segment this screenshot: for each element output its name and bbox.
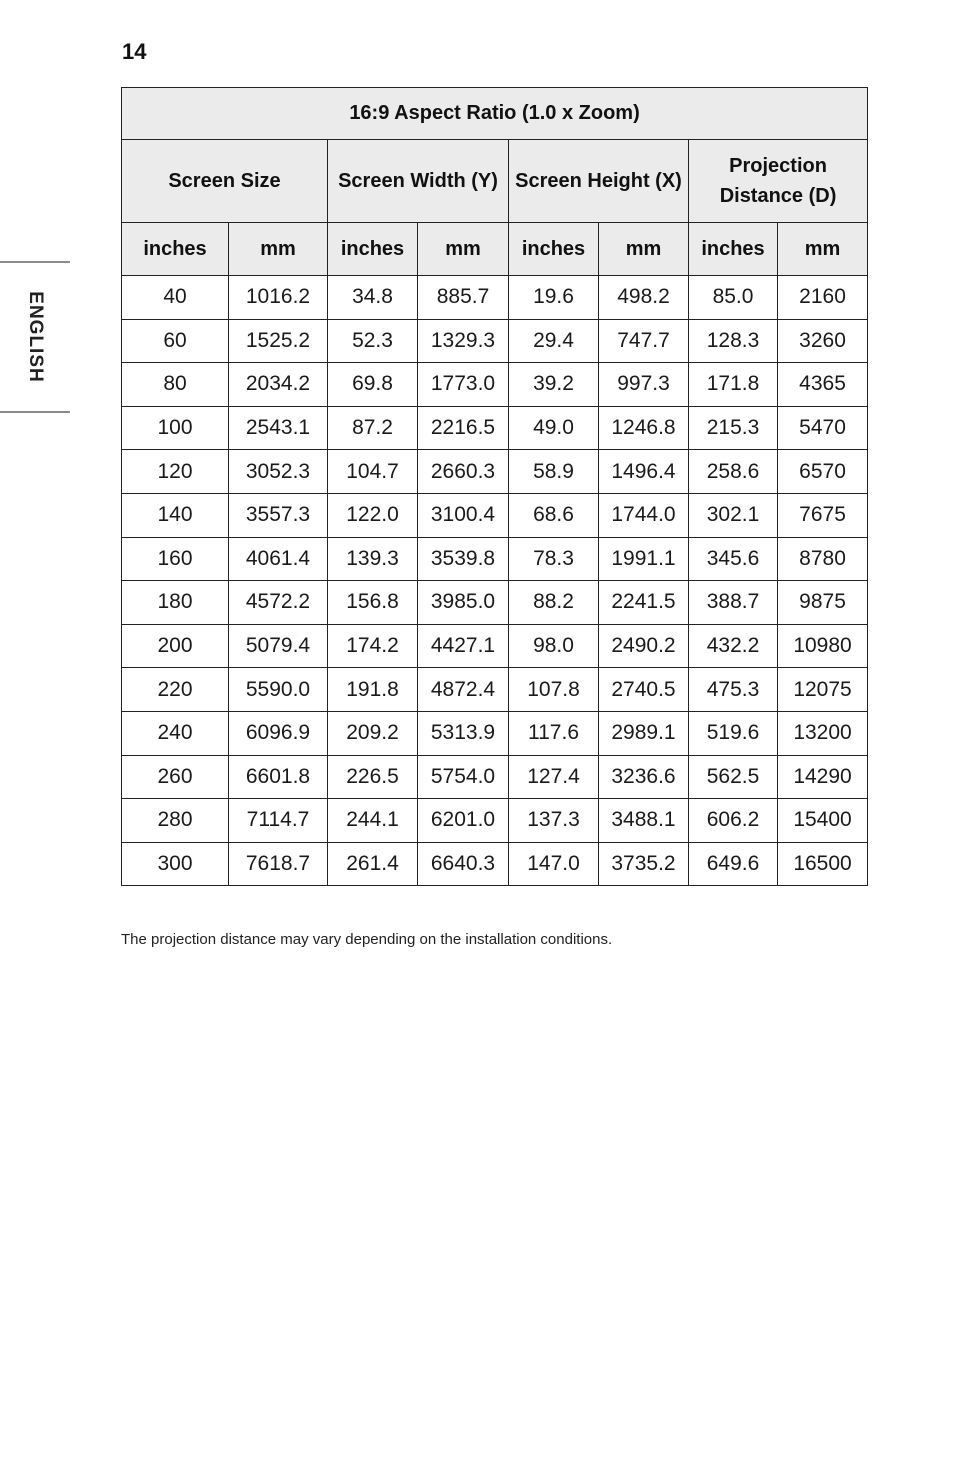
aspect-ratio-table <box>121 87 868 886</box>
table-cell: 191.8 <box>328 668 418 712</box>
table-cell: 747.7 <box>599 319 689 363</box>
table-cell: 1991.1 <box>599 537 689 581</box>
table-title: 16:9 Aspect Ratio (1.0 x Zoom) <box>122 88 868 140</box>
table-cell: 997.3 <box>599 363 689 407</box>
table-cell: 4572.2 <box>229 581 328 625</box>
table-cell: 2989.1 <box>599 711 689 755</box>
table-cell: 29.4 <box>509 319 599 363</box>
table-cell: 87.2 <box>328 406 418 450</box>
table-cell: 2241.5 <box>599 581 689 625</box>
table-cell: 3488.1 <box>599 799 689 843</box>
table-cell: 137.3 <box>509 799 599 843</box>
unit-header: inches <box>509 223 599 276</box>
table-cell: 10980 <box>778 624 868 668</box>
table-cell: 2543.1 <box>229 406 328 450</box>
table-row <box>122 319 868 363</box>
table-cell: 280 <box>122 799 229 843</box>
table-cell: 4872.4 <box>418 668 509 712</box>
table-cell: 649.6 <box>689 842 778 886</box>
table-cell: 171.8 <box>689 363 778 407</box>
table-cell: 5754.0 <box>418 755 509 799</box>
table-cell: 6640.3 <box>418 842 509 886</box>
table-row <box>122 276 868 320</box>
table-cell: 58.9 <box>509 450 599 494</box>
table-cell: 52.3 <box>328 319 418 363</box>
table-cell: 7675 <box>778 493 868 537</box>
table-cell: 345.6 <box>689 537 778 581</box>
table-row <box>122 450 868 494</box>
table-cell: 4427.1 <box>418 624 509 668</box>
table-cell: 519.6 <box>689 711 778 755</box>
table-cell: 1744.0 <box>599 493 689 537</box>
table-cell: 12075 <box>778 668 868 712</box>
table-cell: 3735.2 <box>599 842 689 886</box>
table-row <box>122 493 868 537</box>
unit-header: mm <box>599 223 689 276</box>
table-cell: 122.0 <box>328 493 418 537</box>
table-cell: 13200 <box>778 711 868 755</box>
table-cell: 5079.4 <box>229 624 328 668</box>
table-cell: 3052.3 <box>229 450 328 494</box>
table-row <box>122 711 868 755</box>
table-cell: 260 <box>122 755 229 799</box>
table-cell: 2160 <box>778 276 868 320</box>
table-cell: 117.6 <box>509 711 599 755</box>
table-cell: 3557.3 <box>229 493 328 537</box>
table-cell: 39.2 <box>509 363 599 407</box>
table-cell: 180 <box>122 581 229 625</box>
table-cell: 6201.0 <box>418 799 509 843</box>
installation-note: The projection distance may vary depending on the installation conditions. <box>121 931 613 948</box>
table-cell: 156.8 <box>328 581 418 625</box>
table-row <box>122 668 868 712</box>
table-row <box>122 363 868 407</box>
table-cell: 15400 <box>778 799 868 843</box>
table-cell: 606.2 <box>689 799 778 843</box>
table-cell: 240 <box>122 711 229 755</box>
table-cell: 3236.6 <box>599 755 689 799</box>
table-cell: 98.0 <box>509 624 599 668</box>
group-screen-size: Screen Size <box>122 140 328 223</box>
unit-header: mm <box>229 223 328 276</box>
table-cell: 3100.4 <box>418 493 509 537</box>
table-row <box>122 755 868 799</box>
table-cell: 19.6 <box>509 276 599 320</box>
table-cell: 2216.5 <box>418 406 509 450</box>
table-cell: 88.2 <box>509 581 599 625</box>
table-cell: 7114.7 <box>229 799 328 843</box>
table-row <box>122 624 868 668</box>
unit-header: inches <box>328 223 418 276</box>
table-cell: 127.4 <box>509 755 599 799</box>
table-cell: 140 <box>122 493 229 537</box>
table-cell: 68.6 <box>509 493 599 537</box>
table-cell: 5590.0 <box>229 668 328 712</box>
table-cell: 14290 <box>778 755 868 799</box>
table-cell: 16500 <box>778 842 868 886</box>
table-row <box>122 406 868 450</box>
table-cell: 220 <box>122 668 229 712</box>
table-cell: 2034.2 <box>229 363 328 407</box>
table-cell: 475.3 <box>689 668 778 712</box>
table-cell: 34.8 <box>328 276 418 320</box>
page-number: 14 <box>122 39 147 64</box>
table-cell: 120 <box>122 450 229 494</box>
table-cell: 302.1 <box>689 493 778 537</box>
table-cell: 40 <box>122 276 229 320</box>
table-cell: 215.3 <box>689 406 778 450</box>
table-row <box>122 799 868 843</box>
table-cell: 2490.2 <box>599 624 689 668</box>
group-screen-width: Screen Width (Y) <box>328 140 509 223</box>
table-cell: 69.8 <box>328 363 418 407</box>
table-cell: 107.8 <box>509 668 599 712</box>
unit-header: inches <box>689 223 778 276</box>
table-cell: 85.0 <box>689 276 778 320</box>
table-row <box>122 537 868 581</box>
language-label: ENGLISH <box>25 291 46 383</box>
table-cell: 432.2 <box>689 624 778 668</box>
table-cell: 1773.0 <box>418 363 509 407</box>
table-cell: 6601.8 <box>229 755 328 799</box>
table-cell: 261.4 <box>328 842 418 886</box>
group-projection-distance-label: Projection Distance (D) <box>719 155 837 207</box>
table-cell: 2740.5 <box>599 668 689 712</box>
table-cell: 258.6 <box>689 450 778 494</box>
unit-header: mm <box>778 223 868 276</box>
table-cell: 6096.9 <box>229 711 328 755</box>
table-cell: 1496.4 <box>599 450 689 494</box>
table-cell: 2660.3 <box>418 450 509 494</box>
table-cell: 244.1 <box>328 799 418 843</box>
language-side-tab <box>0 261 70 413</box>
table-cell: 80 <box>122 363 229 407</box>
table-cell: 4061.4 <box>229 537 328 581</box>
table-cell: 78.3 <box>509 537 599 581</box>
table-cell: 104.7 <box>328 450 418 494</box>
table-cell: 300 <box>122 842 229 886</box>
unit-header: mm <box>418 223 509 276</box>
table-cell: 3985.0 <box>418 581 509 625</box>
table-row <box>122 581 868 625</box>
table-cell: 100 <box>122 406 229 450</box>
table-cell: 160 <box>122 537 229 581</box>
table-cell: 562.5 <box>689 755 778 799</box>
table-cell: 8780 <box>778 537 868 581</box>
table-cell: 200 <box>122 624 229 668</box>
table-cell: 9875 <box>778 581 868 625</box>
table-cell: 885.7 <box>418 276 509 320</box>
table-cell: 49.0 <box>509 406 599 450</box>
table-cell: 3539.8 <box>418 537 509 581</box>
table-cell: 128.3 <box>689 319 778 363</box>
table-cell: 6570 <box>778 450 868 494</box>
table-cell: 498.2 <box>599 276 689 320</box>
table-cell: 3260 <box>778 319 868 363</box>
table-cell: 5313.9 <box>418 711 509 755</box>
table-row <box>122 842 868 886</box>
table-cell: 4365 <box>778 363 868 407</box>
table-cell: 5470 <box>778 406 868 450</box>
table-cell: 60 <box>122 319 229 363</box>
table-cell: 1329.3 <box>418 319 509 363</box>
table-cell: 174.2 <box>328 624 418 668</box>
table-cell: 1525.2 <box>229 319 328 363</box>
table-cell: 139.3 <box>328 537 418 581</box>
unit-header: inches <box>122 223 229 276</box>
table-cell: 7618.7 <box>229 842 328 886</box>
table-cell: 1016.2 <box>229 276 328 320</box>
table-cell: 388.7 <box>689 581 778 625</box>
table-cell: 226.5 <box>328 755 418 799</box>
table-cell: 209.2 <box>328 711 418 755</box>
table-cell: 147.0 <box>509 842 599 886</box>
group-projection-distance <box>689 140 868 223</box>
group-screen-height: Screen Height (X) <box>509 140 689 223</box>
table-cell: 1246.8 <box>599 406 689 450</box>
